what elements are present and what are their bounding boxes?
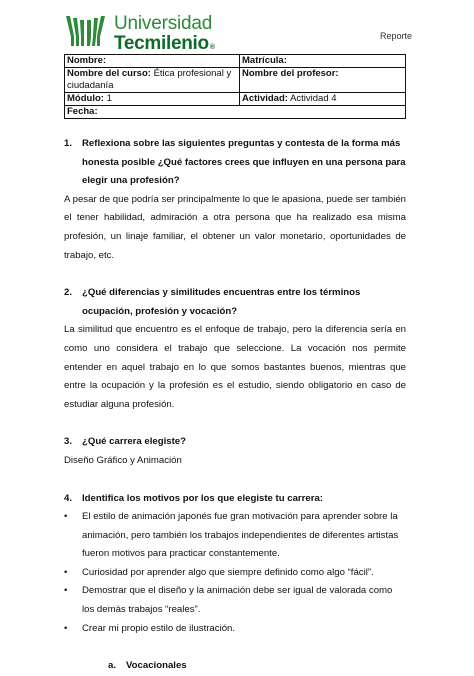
brand-name-tecmilenio: Tecmilenio (114, 33, 209, 54)
actividad-cell (240, 93, 406, 106)
fecha-label: Fecha: (67, 106, 98, 117)
student-info-table (64, 54, 406, 119)
modulo-cell (65, 93, 240, 106)
question-text: Identifica los motivos por los que elegiste tu carrera: (82, 492, 323, 504)
question-3 (64, 433, 406, 452)
table-row (65, 55, 406, 68)
list-item (64, 564, 406, 583)
list-item (64, 620, 406, 639)
matricula-cell (240, 55, 406, 68)
bullet-icon: • (64, 585, 68, 597)
table-row (65, 106, 406, 119)
question-1 (64, 135, 406, 191)
subheading-text: Vocacionales (126, 660, 187, 672)
subheading-vocacionales (64, 657, 406, 676)
question-number: 1. (64, 138, 73, 149)
question-4 (64, 490, 406, 509)
bullet-icon: • (64, 566, 68, 578)
bullet-icon: • (64, 511, 68, 523)
nombre-label: Nombre: (67, 55, 107, 66)
profesor-label: Nombre del profesor: (242, 68, 339, 79)
matricula-label: Matrícula: (242, 55, 287, 66)
answer-1: A pesar de que podría ser principalmente lo que le apasiona, puede ser también el tener habilidad, admiración a otra persona que ha realizado esa misma profesión, un linaje familiar, el obtener un valor monetario, oportunidades de trabajo, etc. (64, 193, 406, 261)
list-item-text: Curiosidad por aprender algo que siempre definido como algo “fácil”. (82, 566, 374, 578)
university-logo (64, 13, 224, 54)
list-item-text: Crear mi propio estilo de ilustración. (82, 622, 236, 634)
question-number: 2. (64, 287, 73, 299)
list-item-text: Demostrar que el diseño y la animación debe ser igual de valorada como los demás trabajos “reales”. (82, 585, 393, 616)
answer-3: Diseño Gráfico y Animación (64, 454, 182, 466)
question-2 (64, 284, 406, 321)
question-text: ¿Qué diferencias y similitudes encuentras entre los términos ocupación, profesión y vocación? (82, 287, 361, 317)
question-number: 4. (64, 492, 73, 504)
document-body (64, 135, 406, 676)
actividad-value: Actividad 4 (290, 93, 337, 104)
list-item (64, 508, 406, 564)
modulo-value: 1 (106, 93, 112, 104)
list-item (64, 582, 406, 619)
tecmilenio-mark-icon (64, 14, 110, 48)
table-row (65, 68, 406, 93)
motives-list (64, 508, 406, 638)
answer-2: La similitud que encuentro es el enfoque de trabajo, pero la diferencia sería en como uno considera el trabajo que seleccione. La vocación nos permite entender en aquel trabajo en lo que somos bastantes buenos, mientras que entre la ocupación y la profesión es el estudio, siendo obligatorio en caso de estudiar alguna profesión. (64, 324, 406, 410)
report-label: Reporte (379, 31, 412, 41)
curso-label: Nombre del curso: (67, 68, 151, 79)
table-row (65, 93, 406, 106)
fecha-cell (65, 106, 406, 119)
list-item-text: El estilo de animación japonés fue gran motivación para aprender sobre la animación, pero también los trabajos independientes de diferentes artistas fueron motivos para practicar constantemente. (82, 511, 399, 560)
curso-cell (65, 68, 240, 93)
registered-mark: ® (209, 44, 215, 51)
actividad-label: Actividad: (242, 93, 288, 104)
question-number: 3. (64, 436, 73, 448)
bullet-icon: • (64, 622, 68, 634)
nombre-cell (65, 55, 240, 68)
curso-value: Ética profesional y ciudadanía (67, 68, 232, 91)
brand-name-line1: Universidad (114, 13, 213, 34)
modulo-label: Módulo: (67, 93, 104, 104)
subheading-letter: a. (108, 660, 117, 672)
question-text: Reflexiona sobre las siguientes preguntas y contesta de la forma más honesta posible ¿Qué factores crees que influyen en una persona para elegir una profesión? (82, 138, 406, 187)
profesor-cell (240, 68, 406, 93)
question-text: ¿Qué carrera elegiste? (82, 436, 186, 448)
